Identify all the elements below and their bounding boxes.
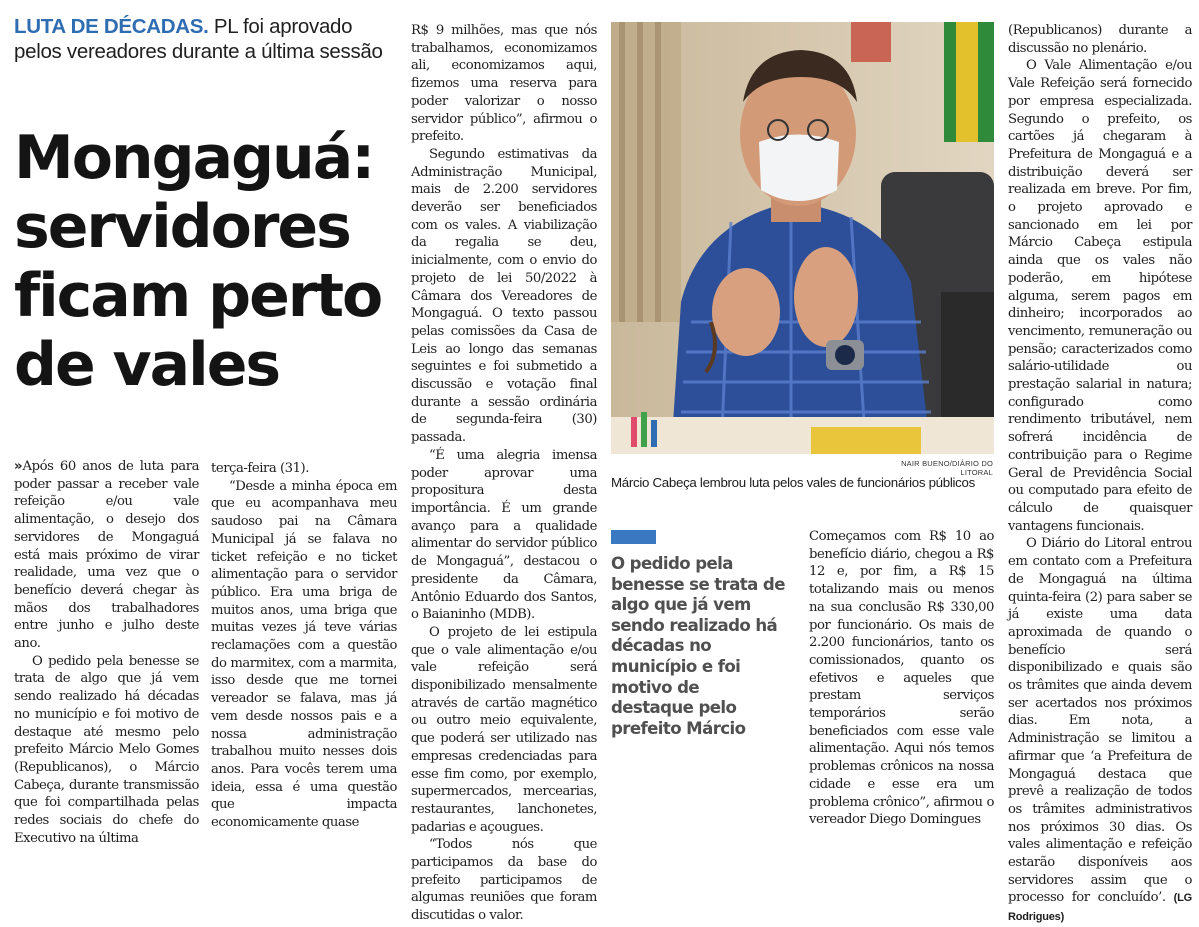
paragraph-text: Após 60 anos de luta para poder passar a receber vale refeição e/ou vale alimentação, o desejo dos servidores de Mongaguá está mais próximo de virar realidade, uma vez que o benefício deverá chegar às mãos dos trabalhadores entre junho e julho deste ano. xyxy=(14,459,199,652)
photo-caption: Márcio Cabeça lembrou luta pelos vales de funcionários públicos xyxy=(611,475,975,490)
body-column-5 xyxy=(809,528,994,829)
article-kicker xyxy=(14,14,399,64)
deck-text: PL foi aprovado pelos vereadores durante a última sessão xyxy=(14,15,383,63)
photo-credit: NAIR BUENO/DIÁRIO DO LITORAL xyxy=(901,459,993,477)
photo-illustration xyxy=(611,22,994,454)
paragraph: O Vale Alimentação e/ou Vale Refeição será fornecido por empresa especializada. Segundo o prefeito, os cartões já chegaram à Prefeitura de Mongaguá e a distribuição deverá ser realizada em breve. Por fim, o projeto aprovado e sancionado em lei por Márcio Cabeça estipula ainda que os vales não poderão, em hipótese alguma, serem pagos em dinheiro; incorporados ao vencimento, remuneração ou pensão; caracterizados como salário-utilidade ou prestação salarial in natura; configurado como rendimento tributável, nem sofrerá incidência de contribuição para o Regime Geral de Previdência Social ou computado para efeito de cálculo de quaisquer vantagens funcionais. xyxy=(1008,58,1192,534)
paragraph xyxy=(1008,535,1192,926)
kicker-label: LUTA DE DÉCADAS. xyxy=(14,15,209,38)
paragraph: “Desde a minha época em que eu acompanhava meu saudoso pai na Câmara Municipal já se falava no ticket refeição e no ticket alimentação para o servidor público. Era uma briga de muitos anos, uma briga que muitas vezes já teve várias reclamações com a questão do marmitex, com a marmita, isso desde que me tornei vereador se falava, mas já vem desde nossos pais e a nossa administração trabalhou muito nesses dois anos. Para vocês terem uma ideia, essa é uma questão que impacta economicamente quase xyxy=(211,478,397,831)
body-column-1 xyxy=(14,458,199,847)
body-column-6 xyxy=(1008,22,1192,927)
paragraph: (Republicanos) durante a discussão no plenário. xyxy=(1008,23,1192,56)
headline-line-4: de vales xyxy=(14,330,280,400)
paragraph: terça-feira (31). xyxy=(211,461,309,476)
article-photo xyxy=(611,22,994,454)
paragraph: Começamos com R$ 10 ao benefício diário, chegou a R$ 12 e, por fim, a R$ 15 totalizando mais ou menos na sua conclusão R$ 330,00 por funcionário. Os mais de 2.200 funcionários, tanto os comissionados, quanto os efetivos e aqueles que prestam serviços temporários serão beneficiados com esse vale alimentação. Aqui nós temos problemas crônicos na nossa cidade e esse era um problema crônico”, afirmou o vereador Diego Domingues xyxy=(809,529,994,828)
paragraph: R$ 9 milhões, mas que nós trabalhamos, economizamos ali, economizamos aqui, fizemos uma reserva para poder valorizar o nosso servidor público”, afirmou o prefeito. xyxy=(411,23,597,145)
pullquote: O pedido pela benesse se trata de algo que já vem sendo realizado há décadas no município e foi motivo de destaque pelo prefeito Márcio xyxy=(611,554,785,738)
headline-line-1: Mongaguá: xyxy=(14,123,374,193)
headline-line-3: ficam perto xyxy=(14,261,382,331)
paragraph: “Todos nós que participamos da base do prefeito participamos de algumas reuniões que foram discutidas o valor. xyxy=(411,837,597,924)
paragraph xyxy=(14,458,199,653)
author-signoff: (LG Rodrigues) xyxy=(1008,892,1192,924)
lead-arrow-icon: » xyxy=(14,459,20,474)
paragraph: “É uma alegria imensa poder aprovar uma propositura desta importância. É um grande avanço para a qualidade alimentar do servidor público de Mongaguá”, destacou o presidente da Câmara, Antônio Eduardo dos Santos, o Baianinho (MDB). xyxy=(411,447,597,623)
body-column-3 xyxy=(411,22,597,925)
headline-line-2: servidores xyxy=(14,192,350,262)
paragraph: O pedido pela benesse se trata de algo que já vem sendo realizado há décadas no município e foi motivo de destaque até mesmo pelo prefeito Márcio Melo Gomes (Republicanos), o Márcio Cabeça, durante transmissão que foi compartilhada pelas redes sociais do chefe do Executivo na última xyxy=(14,653,199,846)
paragraph: O projeto de lei estipula que o vale alimentação e/ou vale refeição será disponibilizado mensalmente através de cartão magnético ou outro meio equivalente, que poderá ser utilizado nas empresas credenciadas para esse fim como, por exemplo, supermercados, mercearias, restaurantes, lanchonetes, padarias e açougues. xyxy=(411,624,597,835)
body-column-2 xyxy=(211,460,397,832)
pullquote-accent-bar xyxy=(611,530,656,544)
paragraph-text: O Diário do Litoral entrou em contato com a Prefeitura de Mongaguá na última quinta-feira (2) para saber se já existe uma data aproximada de quando o benefício será disponibilizado e quais são os trâmites que ainda devem ser acertados nos próximos dias. Em nota, a Administração se limitou a afirmar que ‘a Prefeitura de Mongaguá destaca que prevê a realização de todos os trâmites administrativos nos próximos 30 dias. Os vales alimentação e refeição estarão disponíveis aos servidores assim que o processo for concluído’. xyxy=(1008,536,1192,906)
paragraph: Segundo estimativas da Administração Municipal, mais de 2.200 servidores deverão ser beneficiados com os vales. A viabilização da regalia se deu, inicialmente, com o envio do projeto de lei 50/2022 à Câmara dos Vereadores de Mongaguá. O texto passou pelas comissões da Casa de Leis ao longo das semanas seguintes e foi submetido a discussão e votação final durante a sessão ordinária de segunda-feira (30) passada. xyxy=(411,146,597,446)
headline xyxy=(14,124,414,400)
